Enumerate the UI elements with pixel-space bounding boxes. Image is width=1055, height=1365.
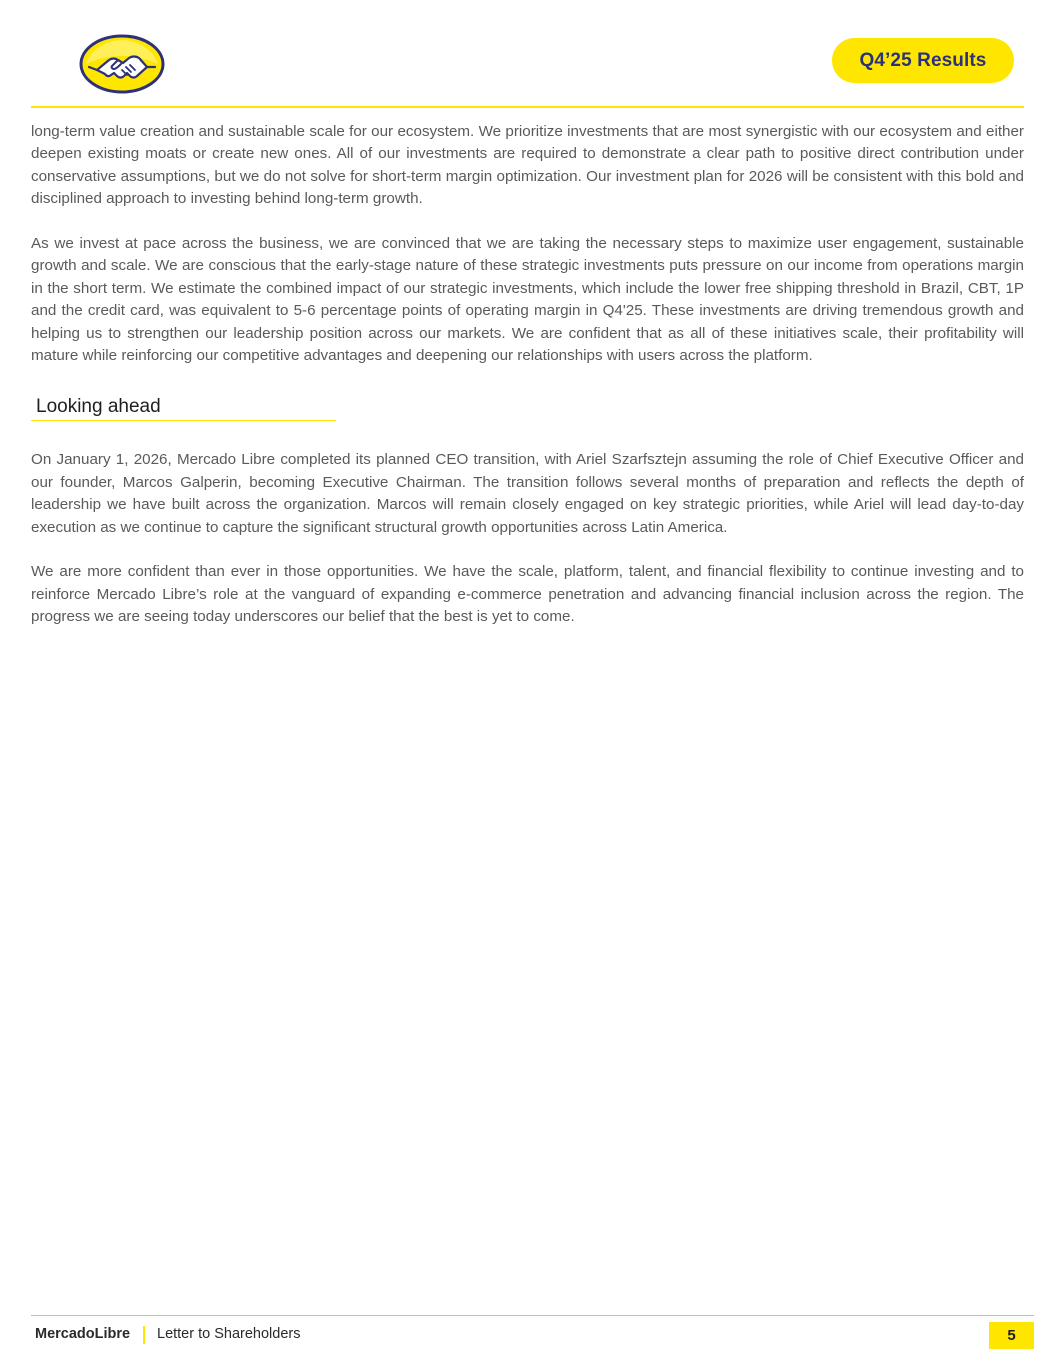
looking-ahead-section bbox=[31, 449, 1024, 628]
page-content bbox=[31, 121, 1024, 629]
handshake-logo-icon bbox=[79, 34, 165, 94]
footer-separator bbox=[143, 1326, 145, 1344]
section-heading-looking-ahead: Looking ahead bbox=[31, 395, 336, 421]
footer-brand: MercadoLibre bbox=[35, 1326, 131, 1342]
header-divider bbox=[31, 106, 1024, 108]
body-paragraph: As we invest at pace across the business, we are convinced that we are taking the necessary steps to maximize user engagement, sustainable growth and scale. We are conscious that the early-stage nature of these strategic investments puts pressure on our income from operations margin in the short term. We estimate the combined impact of our strategic investments, which include the lower free shipping threshold in Brazil, CBT, 1P and the credit card, was equivalent to 5-6 percentage points of operating margin in Q4'25. These investments are driving tremendous growth and helping us to strengthen our leadership position across our markets. We are confident that as all of these initiatives scale, their profitability will mature while reinforcing our competitive advantages and deepening our relationships with users across the platform. bbox=[31, 235, 1024, 365]
body-paragraph: We are more confident than ever in those opportunities. We have the scale, platform, talent, and financial flexibility to continue investing and to reinforce Mercado Libre’s role at the vanguard of expanding e-commerce penetration and advancing financial inclusion across the region. The progress we are seeing today underscores our belief that the best is yet to come. bbox=[31, 563, 1024, 626]
body-paragraph: long-term value creation and sustainable scale for our ecosystem. We prioritize investments that are most synergistic with our ecosystem and either deepen existing moats or create new ones. All of our investments are required to demonstrate a clear path to positive direct contribution under conservative assumptions, but we do not solve for short-term margin optimization. Our investment plan for 2026 will be consistent with this bold and disciplined approach to investing behind long-term growth. bbox=[31, 123, 1024, 208]
page-number: 5 bbox=[989, 1322, 1034, 1349]
footer-divider bbox=[31, 1315, 1034, 1316]
body-paragraph: On January 1, 2026, Mercado Libre completed its planned CEO transition, with Ariel Szarfsztejn assuming the role of Chief Executive Officer and our founder, Marcos Galperin, becoming Executive Chairman. The transition follows several months of preparation and reflects the depth of leadership we have built across the organization. Marcos will remain closely engaged on key strategic priorities, while Ariel will lead day-to-day execution as we continue to capture the significant structural growth opportunities across Latin America. bbox=[31, 451, 1024, 536]
footer-document-title: Letter to Shareholders bbox=[157, 1326, 301, 1342]
quarter-results-badge: Q4’25 Results bbox=[832, 38, 1014, 83]
